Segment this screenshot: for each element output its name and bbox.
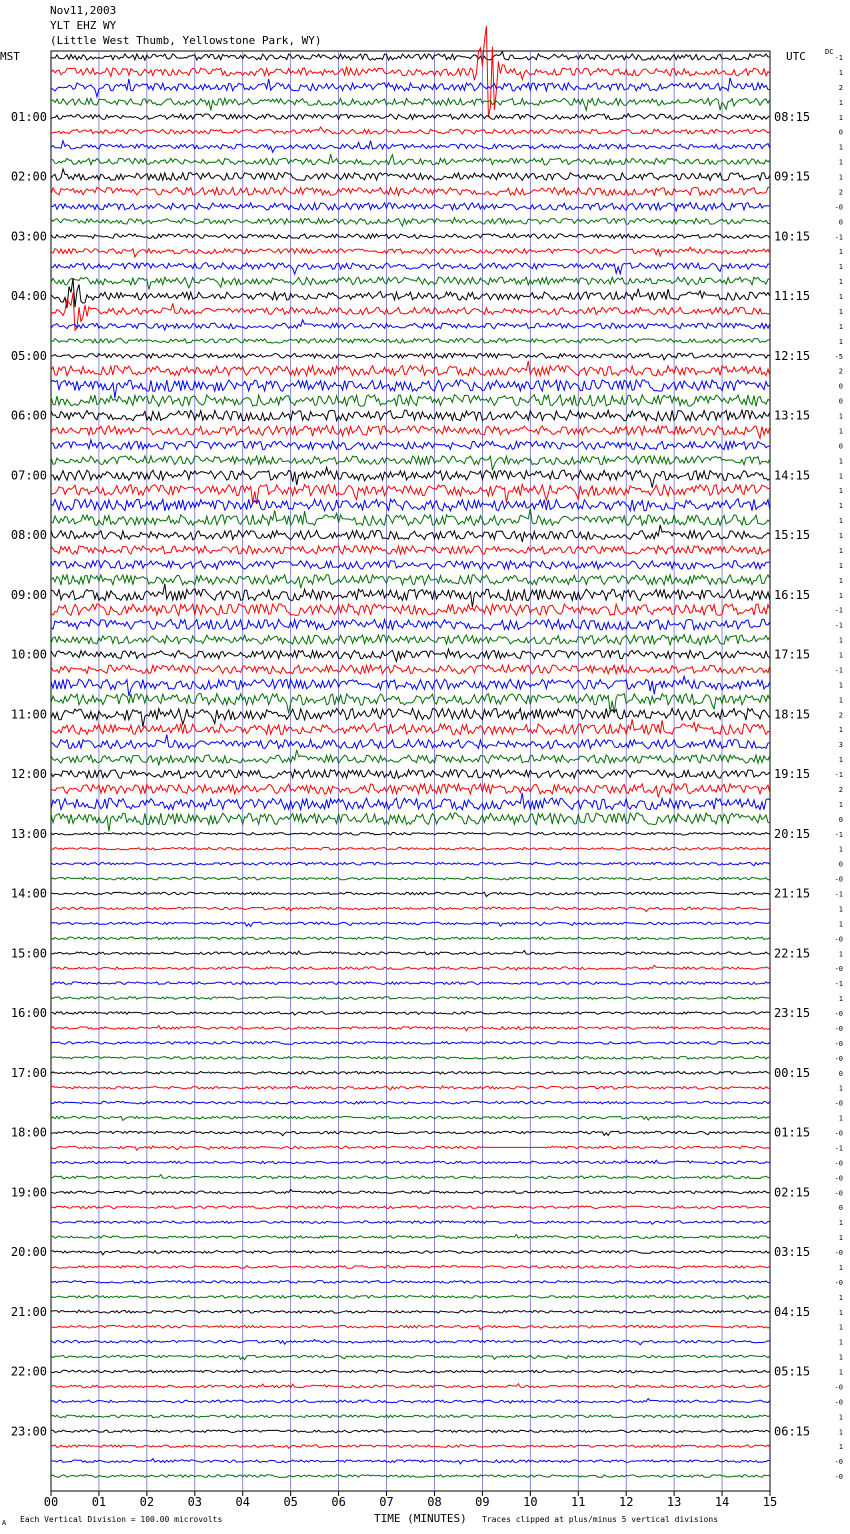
dc-offset: -1 [834, 890, 843, 899]
dc-offset: 1 [838, 158, 843, 167]
trace-line [51, 202, 770, 211]
trace-line [51, 965, 770, 970]
dc-offset: -0 [834, 1249, 843, 1257]
dc-offset: 1 [838, 1234, 843, 1243]
dc-offset: 0 [838, 218, 843, 227]
plot-frame [51, 51, 770, 1491]
trace-line [51, 1295, 770, 1299]
trace-line [51, 1340, 770, 1345]
dc-offset: 0 [838, 382, 843, 391]
dc-offset: 1 [838, 532, 843, 540]
x-tick-label: 09 [475, 1495, 490, 1509]
trace-line [51, 635, 770, 646]
dc-offset: 0 [838, 1204, 843, 1213]
trace-line [51, 1370, 770, 1373]
dc-offset: 1 [838, 502, 843, 511]
trace-line [51, 218, 770, 227]
trace-line [51, 509, 770, 526]
trace-line [51, 339, 770, 344]
dc-offset: -0 [834, 1159, 843, 1168]
trace-line [51, 320, 770, 330]
trace-line [51, 1206, 770, 1209]
right-timezone-label: UTC [786, 50, 806, 63]
right-hour-label: 16:15 [774, 587, 811, 602]
dc-offset: 1 [838, 307, 843, 316]
trace-line [51, 456, 770, 470]
trace-line [51, 1325, 770, 1329]
right-hour-label: 00:15 [774, 1065, 811, 1080]
x-axis-title: TIME (MINUTES) [374, 1512, 467, 1525]
dc-offset: 3 [838, 741, 843, 750]
x-tick-label: 00 [43, 1495, 59, 1509]
right-hour-label: 10:15 [774, 229, 811, 244]
dc-offset: 1 [838, 1368, 843, 1377]
right-hour-label: 21:15 [774, 886, 811, 901]
dc-offset: 1 [838, 681, 843, 690]
dc-offset: 1 [838, 651, 843, 660]
trace-line [51, 584, 770, 607]
dc-offset: 1 [838, 472, 843, 481]
trace-line [51, 1459, 770, 1464]
trace-line [51, 425, 770, 438]
trace-line [51, 1175, 770, 1179]
trace-line [51, 813, 770, 831]
trace-line [51, 1415, 770, 1418]
dc-offset: 1 [838, 636, 843, 645]
right-hour-label: 09:15 [774, 169, 811, 184]
left-hour-label: 01:00 [10, 109, 47, 124]
trace-line [51, 604, 770, 616]
header-location: (Little West Thumb, Yellowstone Park, WY) [50, 34, 322, 47]
right-hour-label: 12:15 [774, 348, 811, 363]
trace-line [51, 1266, 770, 1269]
dc-offset: 0 [838, 860, 843, 869]
x-tick-label: 01 [91, 1495, 107, 1509]
header-station: YLT EHZ WY [50, 19, 117, 32]
dc-offset: 1 [838, 1443, 843, 1452]
dc-offset: -1 [834, 1144, 843, 1153]
right-hour-label: 03:15 [774, 1245, 811, 1259]
dc-offset: 1 [838, 1323, 843, 1332]
left-hour-label: 09:00 [10, 587, 47, 602]
dc-offset: 0 [838, 128, 843, 137]
trace-line [51, 169, 770, 180]
dc-offset: 2 [838, 83, 843, 92]
right-hour-label: 22:15 [774, 946, 811, 961]
dc-offset: -0 [834, 1010, 843, 1018]
left-hour-label: 21:00 [10, 1304, 47, 1319]
left-hour-label: 05:00 [10, 348, 47, 363]
right-hour-label: 06:15 [774, 1424, 811, 1439]
dc-offset: -0 [834, 203, 843, 212]
trace-line [51, 833, 770, 836]
x-tick-label: 15 [762, 1495, 778, 1509]
trace-line [51, 78, 770, 97]
dc-offset: 1 [838, 756, 843, 765]
clip-note: Traces clipped at plus/minus 5 vertical divisions [482, 1515, 719, 1524]
trace-line [51, 735, 770, 749]
dc-offset: 0 [838, 815, 843, 824]
trace-line [51, 234, 770, 239]
x-tick-label: 07 [379, 1495, 394, 1509]
left-hour-label: 16:00 [10, 1006, 47, 1020]
dc-offset: -0 [834, 1174, 843, 1183]
dc-offset: 1 [838, 322, 843, 331]
dc-offset: -5 [834, 352, 843, 361]
trace-line [51, 922, 770, 926]
trace-line [51, 1235, 770, 1239]
left-hour-label: 20:00 [10, 1245, 47, 1259]
trace-line [51, 525, 770, 542]
x-tick-label: 03 [187, 1495, 203, 1509]
trace-line [51, 1445, 770, 1448]
dc-offset: 1 [838, 517, 843, 526]
trace-line [51, 353, 770, 360]
trace-line [51, 906, 770, 911]
left-hour-label: 23:00 [10, 1424, 47, 1439]
trace-line [51, 277, 770, 289]
trace-line [51, 127, 770, 134]
right-hour-label: 23:15 [774, 1006, 811, 1020]
left-hour-label: 14:00 [10, 886, 47, 901]
trace-line [51, 1101, 770, 1104]
dc-offset: -0 [834, 1398, 843, 1407]
dc-offset: -1 [834, 621, 843, 630]
trace-line [51, 141, 770, 153]
trace-line [51, 440, 770, 450]
dc-offset: 1 [838, 337, 843, 346]
right-hour-label: 02:15 [774, 1185, 811, 1200]
trace-line [51, 1116, 770, 1121]
dc-offset: 1 [838, 68, 843, 77]
trace-line [51, 467, 770, 488]
x-tick-label: 02 [139, 1495, 155, 1509]
trace-line [51, 187, 770, 195]
dc-offset: -0 [834, 1129, 843, 1138]
dc-offset: 1 [838, 293, 843, 301]
dc-offset: -0 [834, 1099, 843, 1108]
trace-line [51, 546, 770, 554]
dc-offset: 1 [838, 1353, 843, 1362]
trace-line [51, 1430, 770, 1433]
trace-line [51, 770, 770, 779]
dc-offset: 1 [838, 845, 843, 854]
dc-offset: 1 [838, 1114, 843, 1123]
x-tick-label: 12 [618, 1495, 634, 1509]
dc-offset: 1 [838, 412, 843, 421]
trace-line [51, 847, 770, 850]
dc-offset: 1 [838, 143, 843, 152]
dc-offset: -1 [834, 606, 843, 615]
trace-line [51, 1251, 770, 1255]
right-hour-label: 04:15 [774, 1304, 811, 1319]
x-tick-label: 14 [714, 1495, 730, 1509]
trace-line [51, 1131, 770, 1136]
right-hour-label: 01:15 [774, 1125, 811, 1140]
dc-offset: 1 [838, 487, 843, 496]
dc-offset: -1 [834, 54, 843, 62]
trace-line [51, 154, 770, 165]
dc-offset: 0 [838, 397, 843, 406]
trace-line [51, 862, 770, 866]
dc-offset: 1 [838, 546, 843, 555]
trace-line [51, 1042, 770, 1045]
dc-offset: 1 [838, 98, 843, 107]
trace-line [51, 395, 770, 407]
left-hour-label: 15:00 [10, 946, 47, 961]
x-tick-label: 13 [666, 1495, 682, 1509]
dc-offset: 1 [838, 591, 843, 600]
trace-line [51, 951, 770, 955]
right-hour-label: 18:15 [774, 707, 811, 722]
dc-offset: -0 [834, 1024, 843, 1033]
trace-line [51, 619, 770, 630]
x-tick-label: 05 [283, 1495, 298, 1509]
dc-offset: 1 [838, 995, 843, 1004]
dc-offset: -0 [834, 875, 843, 884]
scale-note: Each Vertical Division = 100.00 microvolts [20, 1515, 223, 1524]
left-hour-label: 18:00 [10, 1125, 47, 1140]
dc-offset: 1 [838, 800, 843, 809]
trace-line [51, 1026, 770, 1031]
left-hour-label: 08:00 [10, 528, 47, 542]
trace-line [51, 1355, 770, 1359]
trace-line [51, 649, 770, 662]
dc-offset: -0 [834, 1383, 843, 1392]
left-hour-label: 07:00 [10, 468, 47, 483]
dc-offset: 1 [838, 920, 843, 929]
trace-line [51, 982, 770, 985]
dc-offset: 1 [838, 696, 843, 705]
trace-line [51, 877, 770, 880]
dc-offset: 0 [838, 1069, 843, 1078]
dc-offset: 1 [838, 1338, 843, 1347]
dc-offset: 1 [838, 1263, 843, 1272]
dc-offset: 1 [838, 1084, 843, 1093]
trace-line [51, 1086, 770, 1090]
trace-line [51, 575, 770, 588]
dc-offset: -0 [834, 1189, 843, 1198]
x-tick-label: 10 [523, 1495, 538, 1509]
dc-offset: 1 [838, 1413, 843, 1422]
right-hour-label: 13:15 [774, 408, 811, 423]
trace-line [51, 720, 770, 735]
right-hour-label: 19:15 [774, 767, 811, 781]
trace-line [51, 1012, 770, 1015]
x-tick-label: 08 [427, 1495, 442, 1509]
trace-line [51, 793, 770, 810]
dc-offset: 2 [838, 188, 843, 197]
x-tick-label: 11 [571, 1495, 586, 1509]
trace-line [51, 1160, 770, 1164]
trace-line [51, 1057, 770, 1060]
left-hour-label: 13:00 [10, 826, 47, 841]
left-hour-label: 06:00 [10, 408, 47, 423]
trace-line [51, 1221, 770, 1225]
left-hour-label: 17:00 [10, 1065, 47, 1080]
dc-offset: 1 [838, 905, 843, 914]
dc-offset: -0 [834, 1278, 843, 1287]
trace-line [51, 52, 770, 61]
right-hour-label: 20:15 [774, 826, 811, 841]
right-hour-label: 14:15 [774, 468, 811, 483]
trace-line [51, 750, 770, 766]
footer-mark: A [2, 1519, 7, 1527]
left-timezone-label: MST [0, 50, 20, 63]
dc-offset: 1 [838, 457, 843, 466]
trace-line [51, 997, 770, 1000]
trace-line [51, 247, 770, 257]
left-hour-label: 19:00 [10, 1185, 47, 1200]
dc-offset: 1 [838, 1219, 843, 1228]
trace-line [51, 361, 770, 376]
dc-offset: 1 [838, 576, 843, 585]
x-tick-label: 06 [331, 1495, 346, 1509]
dc-offset: -0 [834, 1054, 843, 1063]
trace-line [51, 410, 770, 421]
trace-line [51, 1281, 770, 1284]
dc-offset: -1 [834, 666, 843, 675]
trace-line [51, 499, 770, 511]
left-hour-label: 22:00 [10, 1364, 47, 1379]
dc-offset: 1 [838, 1308, 843, 1317]
dc-offset: 2 [838, 367, 843, 376]
dc-offset: 1 [838, 278, 843, 287]
dc-offset: 0 [838, 442, 843, 451]
dc-offset: 1 [838, 263, 843, 272]
trace-line [51, 708, 770, 727]
left-hour-label: 11:00 [10, 707, 47, 722]
dc-offset: -1 [834, 830, 843, 839]
left-hour-label: 04:00 [10, 289, 47, 303]
left-hour-label: 02:00 [10, 169, 47, 184]
trace-line [51, 937, 770, 940]
trace-line [51, 1189, 770, 1194]
dc-offset: -1 [834, 771, 843, 779]
dc-offset: 1 [838, 561, 843, 570]
trace-line [51, 1384, 770, 1388]
trace-line [51, 1310, 770, 1313]
trace-line [51, 114, 770, 120]
dc-offset: -0 [834, 935, 843, 944]
left-hour-label: 12:00 [10, 767, 47, 781]
left-hour-label: 10:00 [10, 647, 47, 662]
right-hour-label: 17:15 [774, 647, 811, 662]
dc-offset: 1 [838, 427, 843, 436]
dc-offset: 1 [838, 950, 843, 959]
trace-line [51, 1146, 770, 1150]
dc-offset: -1 [834, 980, 843, 989]
dc-offset: 2 [838, 785, 843, 794]
x-tick-label: 04 [235, 1495, 250, 1509]
dc-offset: -0 [834, 1458, 843, 1467]
trace-line [51, 892, 770, 896]
dc-offset: 1 [838, 113, 843, 122]
dc-offset: 1 [838, 1428, 843, 1437]
dc-offset: 1 [838, 248, 843, 257]
trace-line [51, 98, 770, 110]
trace-line [51, 1071, 770, 1074]
dc-offset: -1 [834, 233, 843, 242]
trace-line [51, 485, 770, 504]
dc-offset: 1 [838, 173, 843, 182]
dc-offset: 2 [838, 711, 843, 720]
header-date: Nov11,2003 [50, 4, 117, 17]
dc-offset: -0 [834, 1473, 843, 1482]
dc-offset-header: DC [825, 48, 834, 56]
dc-offset: 1 [838, 726, 843, 735]
trace-line [51, 561, 770, 570]
trace-line [51, 784, 770, 797]
trace-line [51, 1399, 770, 1404]
right-hour-label: 15:15 [774, 528, 811, 542]
dc-offset: 1 [838, 1293, 843, 1302]
trace-line [51, 263, 770, 274]
trace-line [51, 665, 770, 674]
right-hour-label: 05:15 [774, 1364, 811, 1379]
right-hour-label: 11:15 [774, 289, 811, 303]
left-hour-label: 03:00 [10, 229, 47, 244]
dc-offset: -0 [834, 965, 843, 974]
right-hour-label: 08:15 [774, 109, 811, 124]
trace-line [51, 1475, 770, 1478]
dc-offset: -0 [834, 1039, 843, 1048]
